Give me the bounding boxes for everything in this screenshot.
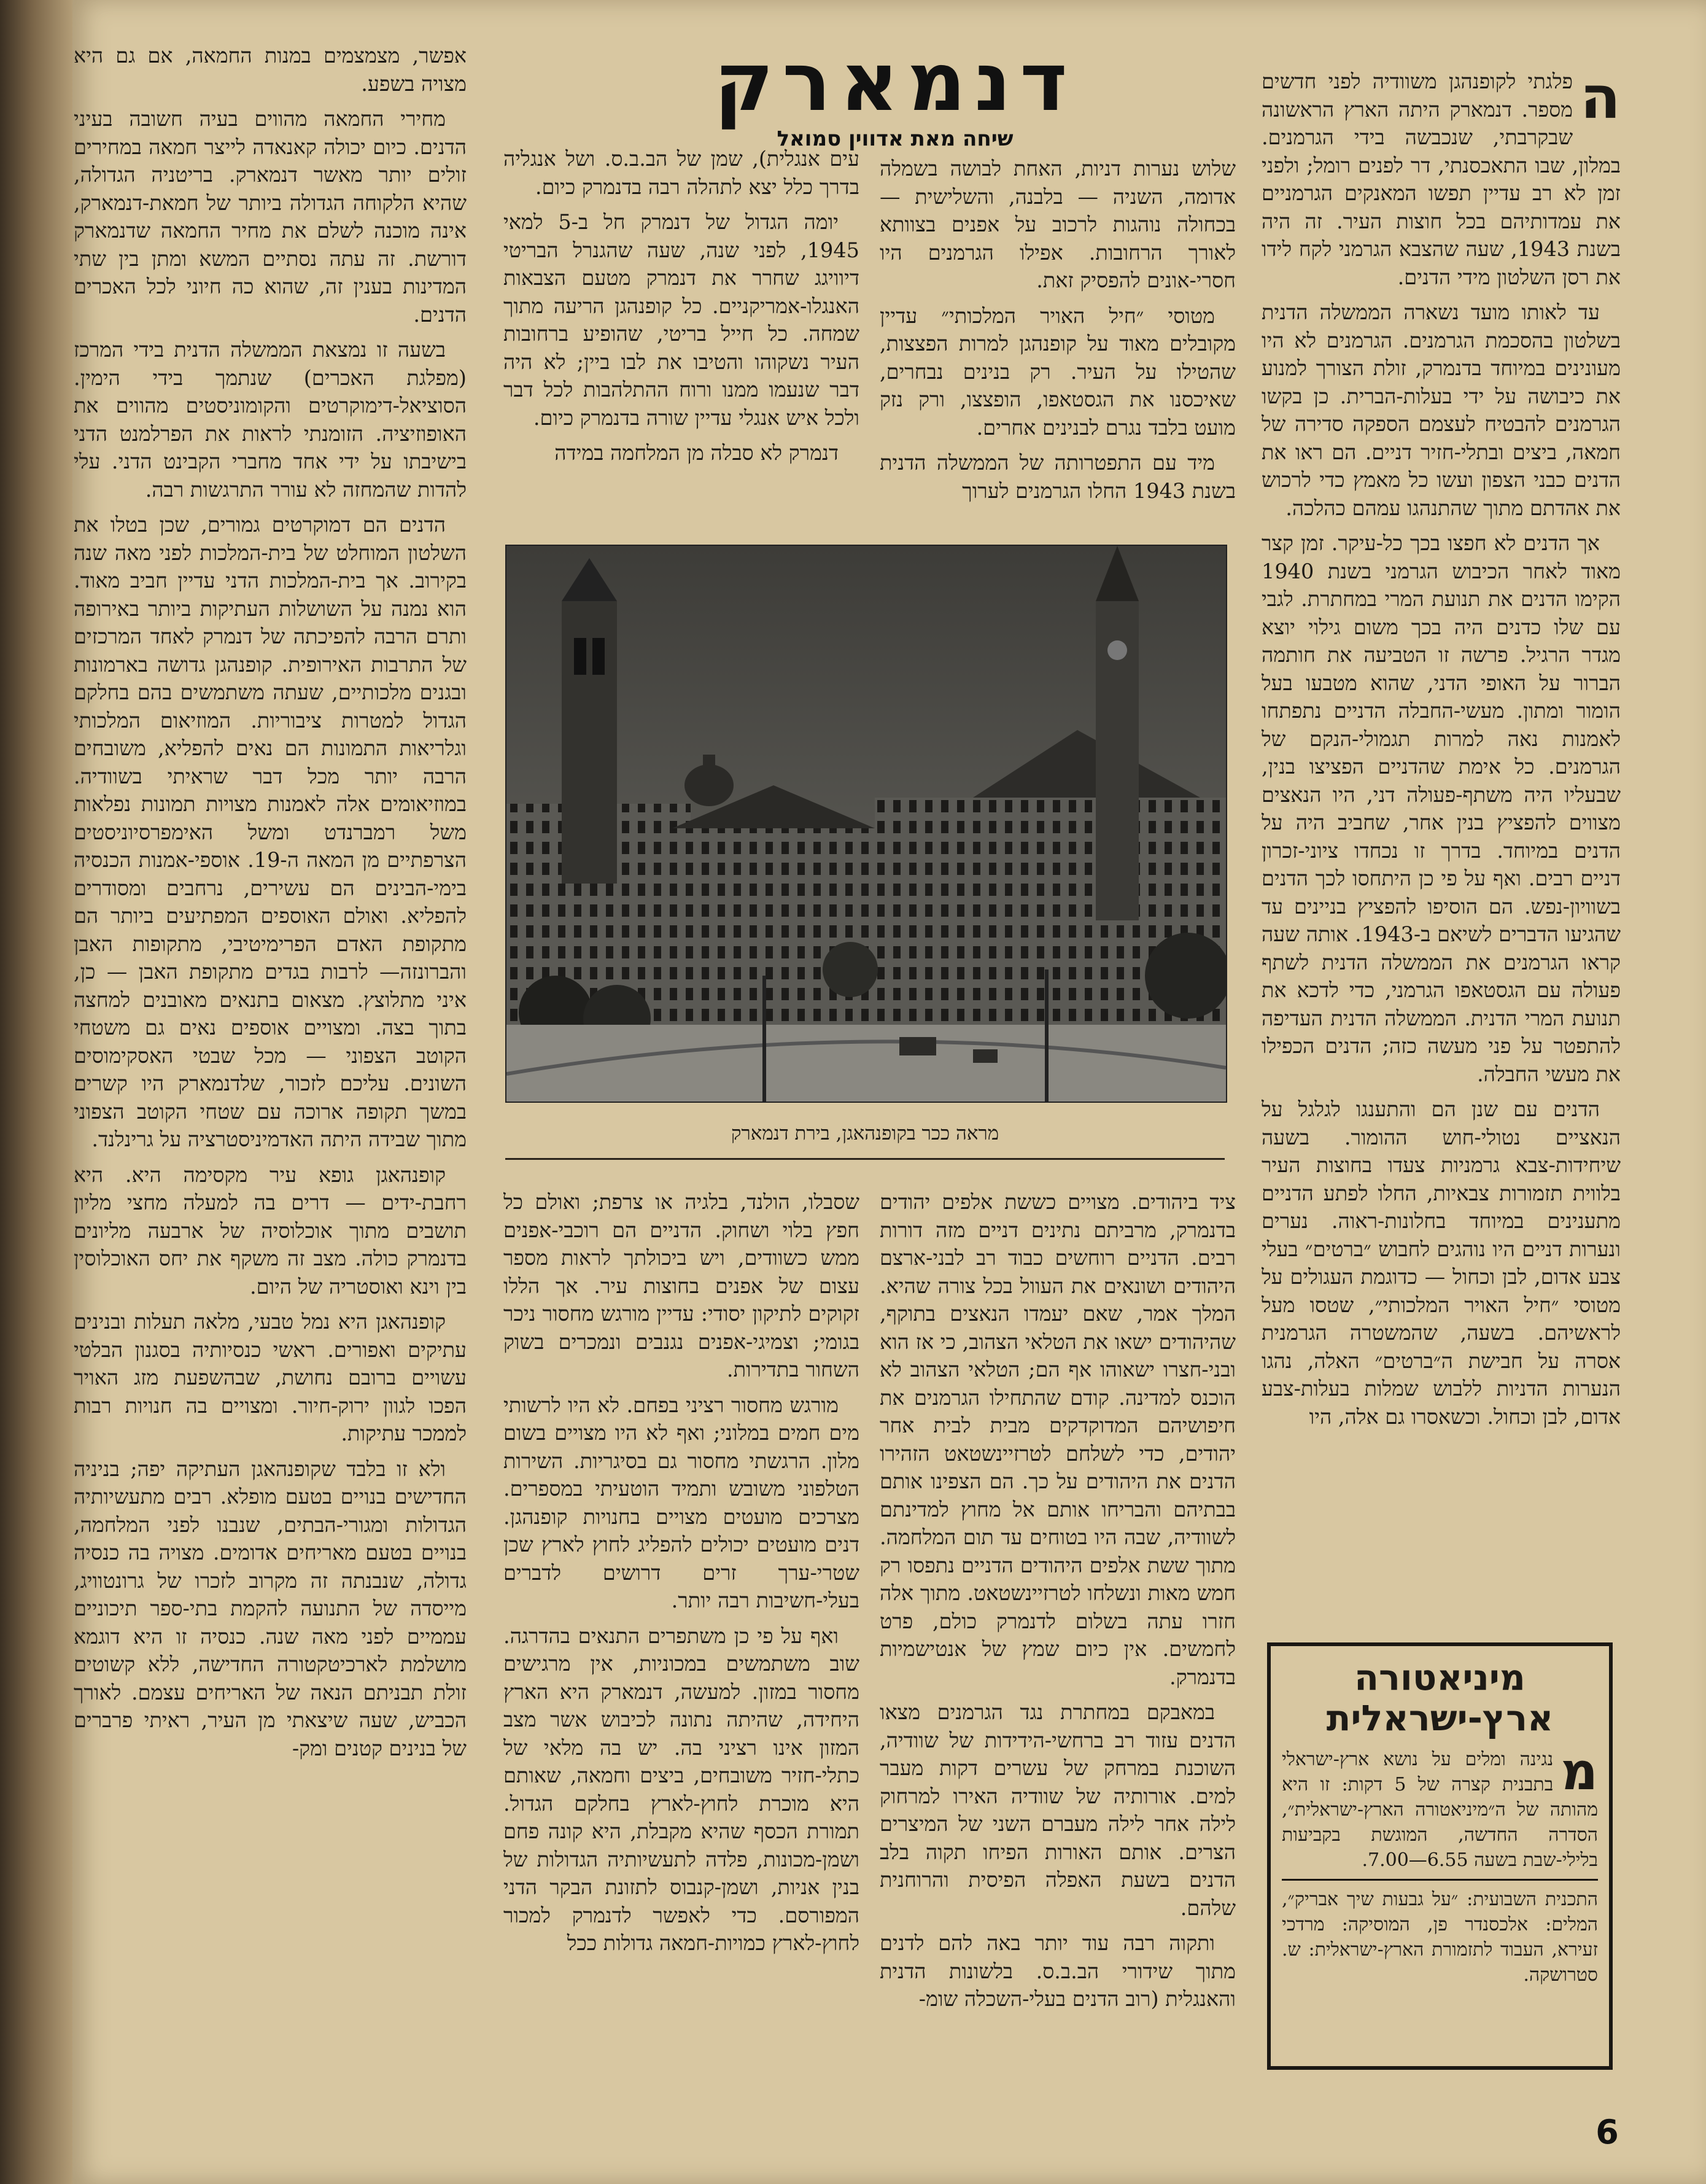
copenhagen-square-photo: [505, 545, 1227, 1103]
paragraph: עים אנגלית), שמן של הב.ב.ס. ושל אנגליה בדרך כלל יצא לתהלה רבה בדנמרק כיום.: [503, 147, 859, 199]
scan-edge: [0, 0, 72, 2184]
column-middle-bottom-left: [503, 1188, 859, 2152]
notice-title-line: ארץ-ישראלית: [1326, 1697, 1554, 1739]
paragraph: ותקוה רבה עוד יותר באה להם לדנים מתוך שידורי הב.ב.ס. בלשונות הדנית והאנגלית (רוב הדנים בעלי-השכלה שומ-: [880, 1931, 1236, 2011]
column-middle-top-left: [503, 145, 859, 535]
column-right: [1262, 68, 1621, 1676]
paragraph: עד לאותו מועד נשארה הממשלה הדנית בשלטון בהסכמת הגרמנים. הגרמנים לא היו מעונינים במיוחד בדנמרק, זולת הצורך למנוע את כיבושה על ידי בעלות-הברית. כן בקשו הגרמנים להבטיח לעצמם הספקה סדירה של חמאה, ביצים ובתלי-חזיר דניים. הם ראו את הדנים כבני הצפון ועשו כל מאמץ כדי לרכוש את אהדתם מתוך שהתנהגו עמהם כהלכה.: [1262, 300, 1621, 520]
notice-divider: [1282, 1879, 1598, 1881]
radio-program-notice: [1267, 1642, 1613, 2070]
column-middle-top-right: [880, 155, 1236, 535]
column-left: [74, 42, 467, 2148]
notice-title-line: מיניאטורה: [1354, 1657, 1526, 1698]
article-byline: שיחה מאת אדווין סמואל: [777, 126, 1014, 151]
caption-divider: [505, 1158, 1225, 1160]
paragraph: מחירי החמאה מהווים בעיה חשובה בעיני הדנים. כיום יכולה קאנאדה לייצר חמאה במחירים זולים יותר מאשר דנמארק. בריטניה הגדולה, שהיא הלקוחה הגדולה ביותר של חמאת-דנמארק, אינה מוכנה לשלם את מחיר החמאה שדנמארק דורשת. זה עתה נסתיים המשא ומתן בין שתי המדינות בענין זה, שהוא כה חיוני לכל האכרים הדנים.: [74, 107, 467, 327]
paragraph: הדנים הם דמוקרטים גמורים, שכן בטלו את השלטון המוחלט של בית-המלכות לפני מאה שנה בקירוב. אך בית-המלכות הדני עדיין חביב מאוד. הוא נמנה על השושלות העתיקות ביותר באירופה ותרם הרבה להפיכתה של דנמרק לאחד המרכזים של התרבות האירופית. קופנהגן גדושה בארמונות ובגנים מלכותיים, שעתה משתמשים בהם בחלקם הגדול למטרות ציבוריות. המוזיאום המלכותי וגלריאות התמונות הם נאים להפליא, משובחים הרבה יותר מכל דבר שראיתי בשוודיה. במוזיאומים אלה לאמנות מצויות תמונות נפלאות משל רמברנדט ומשל האימפרסיוניסטים הצרפתיים מן המאה ה-19. אוספי-אמנות הכנסיה בימי-הבינים הם עשירים, נרחבים ומסודרים להפליא. ואולם האוספים המפתיעים ביותר הם מתקופת האדם הפרימיטיבי, מתקופות האבן והברונזה— לרבות בגדים מתקופת האבן — כן, איני מתלוצץ. מצאום בתנאים מאובנים למחצה בתוך בצה. ומצויים אוספים נאים גם משטחי הקוטב הצפוני — מכל שבטי האסקימוסים השונים. עליכם לזכור, שלדנמארק היו קשרים במשך תקופה ארוכה עם שטחי הקוטב הצפוני מתוך שבידה היתה האדמיניסטרציה על גרינלנד.: [74, 513, 467, 1151]
column-middle-bottom-right: [880, 1188, 1236, 2152]
paragraph: ה פלגתי לקופנהגן משוודיה לפני חדשים מספר. דנמארק היתה הארץ הראשונה שבקרבתי, שנכבשה בידי הגרמנים. במלון, שבו התאכסנתי, דר לפנים רומל; ולפני זמן לא רב עדיין תפשו המאנקים הגרמניים את עמדותיהם בכל חוצות העיר. זה היה בשנת 1943, שעה שהצבא הגרמני לקח לידו את רסן השלטון מידי הדנים.: [1262, 68, 1621, 289]
paragraph: הדנים עם שנן הם והתענגו לגלגל על הנאציים נטולי-חוש ההומור. בשעה שיחידות-צבא גרמניות צעדו בחוצות העיר בלווית תזמורות צבאיות, החלו לפתע הדניים מתענינים במיוחד בחלונות-ראוה. נערים ונערות דניים היו נוהגים לחבוש ״ברטים״ בעלי צבע אדום, לבן וכחול — כדוגמת העגולים על מטוסי ״חיל האויר המלכותי״, שטסו מעל לראשיהם. בשעה, שהמשטרה הגרמנית אסרה על חבישת ה״ברטים״ האלה, נהגו הנערות הדניות ללבוש שמלות בעלות-צבע אדום, לבן וכחול. וכשאסרו גם אלה, היו: [1262, 1097, 1621, 1429]
paragraph: מטוסי ״חיל האויר המלכותי״ עדיין מקובלים מאוד על קופנהגן למרות הפצצות, שהטילו על העיר. רק בנינים נבחרים, שאיכסנו את הגסטאפו, הופצצו, ורק נזק מועט בלבד נגרם לבנינים אחרים.: [880, 303, 1236, 440]
paragraph: אפשר, מצמצמים במנות החמאה, אם גם היא מצויה בשפע.: [74, 44, 467, 96]
paragraph: שסבלו, הולנד, בלגיה או צרפת; ואולם כל חפץ בלוי ושחוק. הדניים הם רוכבי-אפנים ממש כשוודים, ויש ביכולתך לראות מספר עצום של אפנים בחוצות עיר. אך הללו זקוקים לתיקון יסודי: עדיין מורגש מחסור ניכר בגומי; וצמיגי-אפנים נגנבים ונמכרים בשוק השחור בתדירות.: [503, 1190, 859, 1382]
page-number: 6: [1595, 2113, 1619, 2151]
paragraph: קופנהאגן היא נמל טבעי, מלאה תעלות ובנינים עתיקים ואפורים. ראשי כנסיותיה בסגנון הבלטי עשויים ברובם נחושת, שבהשפעת מזג האויר הפכו לגוון ירוק-חיור. ומצויים בה חנויות רבות לממכר עתיקות.: [74, 1310, 467, 1445]
notice-paragraph: מ נגינה ומלים על נושא ארץ-ישראלי בתבנית קצרה של 5 דקות: זו היא מהותה של ה״מיניאטורה הארץ-ישראלית״, הסדרה החדשה, המוגשת בקביעות בלילי-שבת בשעה 6.55—7.00.: [1282, 1741, 1598, 1871]
notice-paragraph: התכנית השבועית: ״על גבעות שיך אבריק״, המלים: אלכסנדר פן, המוסיקה: מרדכי זעירא, העבוד לתזמורת הארץ-ישראלית: ש. סטרושקה.: [1282, 1889, 1598, 1986]
paragraph: בשעה זו נמצאת הממשלה הדנית בידי המרכז (מפלגת האכרים) שנתמך בידי הימין. הסוציאל-דימוקרטים והקומוניסטים מהווים את האופוזיציה. הזומנתי לראות את הפרלמנט הדני בישיבתו על ידי אחד מחברי הקבינט הדני. עלי להדות שהמחזה לא עורר התרגשות רבה.: [74, 338, 467, 502]
city-square-illustration: [506, 546, 1226, 1102]
paragraph: אך הדנים לא חפצו בכך כל-עיקר. זמן קצר מאוד לאחר הכיבוש הגרמני בשנת 1940 הקימו הדנים את תנועת המרי במחתרת. לגבי עם שלו כדנים היה בכך משום גילוי יוצא מגדר הרגיל. פרשה זו הטביעה את חותמה הברור על האופי הדני, שהוא מטבעו בעל הומור ומתון. מעשי-החבלה הדניים נתפתחו לאמנות נאה למרות תגמולי-הנקם של הגרמנים. כל אימת שהדניים הפציצו בנין, שבעליו היה משתף-פעולה דני, היו הנאצים מצווים להפציץ בנין אחר, שחביב היה על הדנים במיוחד. בדרך זו נכחדו ציוני-זכרון דניים רבים. ואף על פי כן היתחסו לכך הדנים בשוויון-נפש. הם הוסיפו להפציץ בניינים עד שהגיעו הדברים לשיאם ב-1943. אותה שעה קראו הגרמנים את הממשלה הדנית לשתף פעולה עם הגסטאפו הגרמני, כדי לדכא את תנועת המרי הדנית. הממשלה הדנית העדיפה להתפטר על פני מעשה כזה; הדנים הכפילו את מעשי החבלה.: [1262, 531, 1621, 1086]
drop-cap: ה: [1580, 68, 1621, 132]
drop-cap: מ: [1561, 1741, 1598, 1801]
paragraph: יומה הגדול של דנמרק חל ב-5 למאי 1945, לפני שנה, שעה שהגנרל הבריטי דיוויגג שחרר את דנמרק מטעם הצבאות האנגלו-אמריקניים. כל קופנהגן הריעה מתוך שמחה. כל חייל בריטי, שהופיע ברחובות העיר נשקוהו והטיבו את לבו ביין; לא היה דבר שנעמו ממנו ורוח ההתלהבות לכל דבר ולכל איש אנגלי עדיין שורה בדנמרק כיום.: [503, 210, 859, 430]
paragraph: דנמרק לא סבלה מן המלחמה במידה: [554, 441, 839, 465]
paragraph: במאבקם במחתרת נגד הגרמנים מצאו הדנים עזוד רב ברחשי-הידידות של שוודיה, השוכנת במרחק של עשרים דקות מעבר למים. אורותיה של שוודיה האירו למרחוק לילה אחר לילה מעברם השני של המיצרים הצרים. אותם האורות הפיחו תקוה בלב הדנים בשעת האפלה הפיסית והרוחנית שלהם.: [880, 1700, 1236, 1920]
paragraph: ציד ביהודים. מצויים כששת אלפים יהודים בדנמרק, מרביתם נתינים דניים מזה דורות רבים. הדניים רוחשים כבוד רב לבני-ארצם היהודים ושונאים את העוול בכל צורה שהיא. המלך אמר, שאם יעמדו הנאצים בתוקף, שהיהודים ישאו את הטלאי הצהוב, כי אז הוא ובני-חצרו ישאוהו אף הם; הטלאי הצהוב לא הוכנס למדינה. קודם שהתחילו הגרמנים את חיפושיהם המדוקדקים מבית לבית אחר יהודים, כדי לשלחם לטרזיינשטאט הזהירו הדנים את היהודים על כך. הם הצפינו אותם בבתיהם והבריחו אותם אל מחוץ למדינתם לשוודיה, שבה היו בטוחים עד תום המלחמה. מתוך ששת אלפים היהודים הדניים נתפסו רק חמש מאות ונשלחו לטרזיינשטאט. מתוך אלה חזרו עתה בשלום לדנמרק כולם, פרט לחמשים. אין כיום שמץ של אנטישמיות בדנמרק.: [880, 1190, 1236, 1689]
paragraph: קופנהאגן גופא עיר מקסימה היא. היא רחבת-ידים — דרים בה למעלה מחצי מליון תושבים מתוך אוכלוסיה של ארבעה מליונים בדנמרק כולה. מצב זה משקף את יחס האוכלוסין בין וינא ואוסטריה של היום.: [74, 1162, 467, 1299]
paragraph: מיד עם התפטרותה של הממשלה הדנית בשנת 1943 החלו הגרמנים לערוך: [880, 451, 1236, 503]
notice-title: [1282, 1657, 1598, 1738]
paragraph: שלוש נערות דניות, האחת לבושה בשמלה אדומה, השניה — בלבנה, והשלישית — בכחולה נוהגות לרכוב על אפנים בצוותא לאורך הרחובות. אפילו הגרמנים היו חסרי-אונים להפסיק זאת.: [880, 157, 1236, 292]
paragraph: ואף על פי כן משתפרים התנאים בהדרגה. שוב משתמשים במכוניות, אין מרגישים מחסור במזון. למעשה, דנמארק היא הארץ היחידה, שהיתה נתונה לכיבוש אשר מצב המזון אינו רציני בה. יש בה מלאי של כתלי-חזיר משובחים, ביצים וחמאה, שאותם היא מוכרת לחוץ-לארץ בחלקם הגדול. תמורת הכסף שהיא מקבלת, היא קונה פחם ושמן-מכונות, פלדה לתעשיותיה הגדולות של בנין אניות, ושמן-קנבוס לתזונת הבקר הדני המפורסם. כדי לאפשר לדנמרק למכור לחוץ-לארץ כמויות-חמאה גדולות ככל: [503, 1623, 859, 1955]
paragraph: ולא זו בלבד שקופנהאגן העתיקה יפה; בניניה החדישים בנויים בטעם מופלא. רבים מתעשיותיה הגדולות ומגורי-הבתים, שנבנו לפני המלחמה, בנויים בטעם מאריחים אדומים. מצויה בה כנסיה גדולה, שנבנתה זה מקרוב לזכרו של גרונטוויג, מייסדה של התנועה להקמת בתי-ספר תיכוניים עממיים לפני מאה שנה. כנסיה זו היא דוגמא מושלמת לארכיטקטורה החדישה, ללא קשוטים זולת תבניתם הנאה של האריחים עצמם. לאורך הכביש, שעה שיצאתי מן העיר, ראיתי פרברים של בנינים קטנים ומק-: [74, 1456, 467, 1760]
photo-caption: מראה ככר בקופנהאגן, בירת דנמארק: [731, 1122, 999, 1144]
paragraph: מורגש מחסור רציני בפחם. לא היו לרשותי מים חמים במלוני; ואף לא היו מצויים בשום מלון. הרגשתי מחסור גם בסיגריות. השירות הטלפוני משובש ותמיד הוטעיתי במספרים. מצרכים מועטים מצויים בחנויות קופנהגן. דנים מועטים יכולים להפליג לחוץ לארץ שכן שטרי-ערך זרים דרושים לדברים בעלי-חשיבות רבה יותר.: [503, 1393, 859, 1612]
article-title: דנמארק: [714, 35, 1076, 130]
